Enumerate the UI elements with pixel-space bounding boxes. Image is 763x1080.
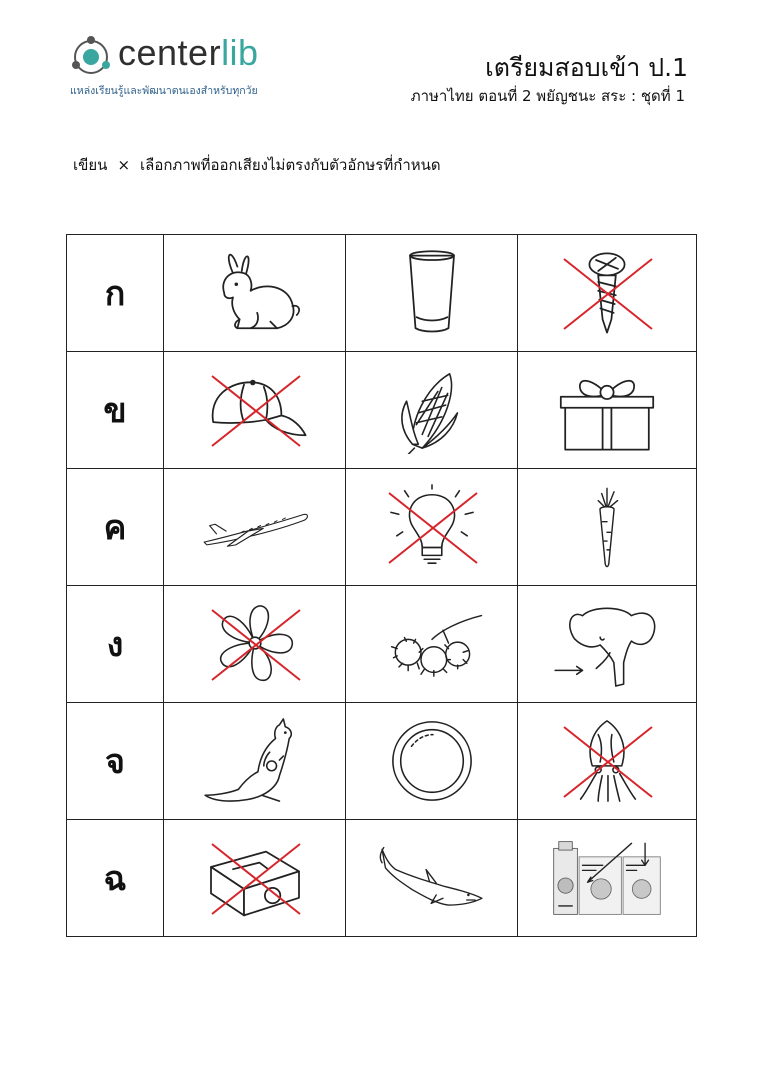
picture-cell[interactable] [518,235,697,352]
letter-cell: ก [67,235,164,352]
instruction-prefix: เขียน [73,156,108,174]
picture-cell[interactable] [346,703,518,820]
picture-cell[interactable] [346,235,518,352]
kangaroo-icon [190,713,320,809]
picture-cell[interactable] [164,586,346,703]
picture-cell[interactable] [164,820,346,937]
picture-cell[interactable] [518,703,697,820]
picture-cell[interactable] [518,469,697,586]
letter-cell: ข [67,352,164,469]
table-row [67,820,697,937]
logo-tagline: แหล่งเรียนรู้และพัฒนาตนเองสำหรับทุกวัย [70,85,258,97]
table-row [67,235,697,352]
logo-word-accent: lib [221,32,259,73]
cross-mark-symbol: × [117,156,131,174]
table-row [67,352,697,469]
glass-icon [367,245,497,341]
airplane-icon [190,479,320,575]
worksheet-table [66,234,697,937]
light-bulb-icon [367,479,497,575]
centerlib-logo [68,32,298,102]
drink-label-icon [542,830,672,926]
picture-cell[interactable] [518,352,697,469]
letter-cell: ง [67,586,164,703]
page-subtitle: ภาษาไทย ตอนที่ 2 พยัญชนะ สระ : ชุดที่ 1 [410,87,685,105]
picture-cell[interactable] [346,352,518,469]
pencil-sharpener-icon [190,830,320,926]
picture-cell[interactable] [518,586,697,703]
picture-cell[interactable] [164,352,346,469]
table-row [67,703,697,820]
picture-cell[interactable] [346,586,518,703]
cap-icon [190,362,320,458]
picture-cell[interactable] [164,235,346,352]
picture-cell[interactable] [346,820,518,937]
plate-icon [367,713,497,809]
logo-word-main: center [118,32,222,73]
table-row [67,469,697,586]
logo-wordmark [118,32,259,74]
rambutan-icon [367,596,497,692]
rabbit-icon [190,245,320,341]
picture-cell[interactable] [346,469,518,586]
elephant-tusk-icon [542,596,672,692]
page-title: เตรียมสอบเข้า ป.1 [485,53,688,82]
gift-box-icon [542,362,672,458]
shark-icon [367,830,497,926]
squid-icon [542,713,672,809]
picture-cell[interactable] [518,820,697,937]
carrot-icon [542,479,672,575]
table-row [67,586,697,703]
picture-cell[interactable] [164,469,346,586]
corn-icon [367,362,497,458]
instruction-body: เลือกภาพที่ออกเสียงไม่ตรงกับตัวอักษรที่กำหนด [140,156,441,174]
screw-icon [542,245,672,341]
letter-cell: ฉ [67,820,164,937]
instruction-text [73,153,441,177]
letter-cell: ค [67,469,164,586]
picture-cell[interactable] [164,703,346,820]
logo-mark-icon [68,34,114,80]
flower-icon [190,596,320,692]
letter-cell: จ [67,703,164,820]
